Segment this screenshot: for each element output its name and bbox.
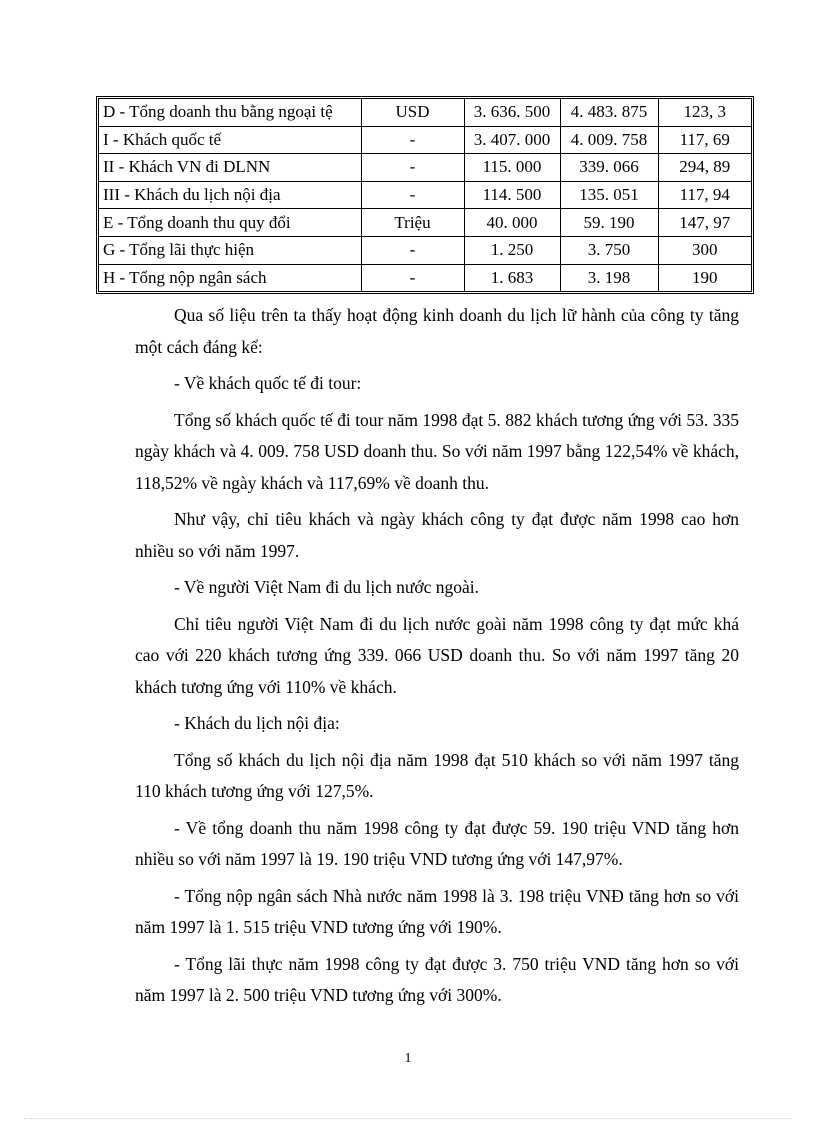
table-cell-indicator: G - Tổng lãi thực hiện [99,236,361,264]
table-row [99,154,751,182]
table-row [99,126,751,154]
paragraph-summary: Qua số liệu trên ta thấy hoạt động kinh doanh du lịch lữ hành của công ty tăng một cách đáng kể: [135,305,739,357]
table-cell-1997: 40. 000 [464,209,560,237]
table-cell-1997: 114. 500 [464,181,560,209]
paragraph-guest-days: Như vậy, chỉ tiêu khách và ngày khách công ty đạt được năm 1998 cao hơn nhiều so với năm 1997. [135,509,739,561]
table-cell-1998: 59. 190 [560,209,658,237]
table-cell-1997: 3. 636. 500 [464,99,560,126]
table-cell-indicator: II - Khách VN đi DLNN [99,154,361,182]
table-cell-1998: 4. 483. 875 [560,99,658,126]
table-cell-indicator: E - Tổng doanh thu quy đổi [99,209,361,237]
table-row [99,99,751,126]
statistics-table [96,96,754,294]
table-cell-1998: 3. 198 [560,264,658,291]
paragraph-budget-payment: - Tổng nộp ngân sách Nhà nước năm 1998 là 3. 198 triệu VNĐ tăng hơn so với năm 1997 là 1. 515 triệu VND tương ứng với 190%. [135,885,739,937]
table-cell-indicator: III - Khách du lịch nội địa [99,181,361,209]
table-cell-1998: 135. 051 [560,181,658,209]
table-cell-indicator: I - Khách quốc tế [99,126,361,154]
paragraph-outbound-travel: Chỉ tiêu người Việt Nam đi du lịch nước goài năm 1998 công ty đạt mức khá cao với 220 khách tương ứng 339. 066 USD doanh thu. So với năm 1997 tăng 20 khách tương ứng với 110% về khách. [135,613,739,697]
table-row [99,209,751,237]
table-cell-ratio: 190 [658,264,751,291]
table-row [99,264,751,291]
table-cell-indicator: H - Tổng nộp ngân sách [99,264,361,291]
table-row [99,236,751,264]
table-row [99,181,751,209]
table-cell-1997: 3. 407. 000 [464,126,560,154]
table-cell-ratio: 147, 97 [658,209,751,237]
statistics-table-grid [99,99,751,291]
table-cell-1998: 3. 750 [560,236,658,264]
table-cell-unit: - [361,236,464,264]
table-cell-1997: 115. 000 [464,154,560,182]
heading-domestic-guests: - Khách du lịch nội địa: [174,713,340,733]
table-cell-ratio: 117, 69 [658,126,751,154]
table-cell-unit: USD [361,99,464,126]
heading-international-guests: - Về khách quốc tế đi tour: [174,373,362,393]
table-cell-ratio: 300 [658,236,751,264]
heading-outbound-travel: - Về người Việt Nam đi du lịch nước ngoài. [174,577,480,597]
body-text [135,300,739,1017]
table-cell-ratio: 123, 3 [658,99,751,126]
table-cell-1998: 339. 066 [560,154,658,182]
table-cell-ratio: 294, 89 [658,154,751,182]
table-cell-indicator: D - Tổng doanh thu bằng ngoại tệ [99,99,361,126]
paragraph-total-revenue: - Về tổng doanh thu năm 1998 công ty đạt được 59. 190 triệu VND tăng hơn nhiều so với năm 1997 là 19. 190 triệu VND tương ứng với 147,97%. [135,817,739,869]
paragraph-domestic-guests: Tổng số khách du lịch nội địa năm 1998 đạt 510 khách so với năm 1997 tăng 110 khách tương ứng với 127,5%. [135,749,739,801]
table-cell-1998: 4. 009. 758 [560,126,658,154]
table-cell-1997: 1. 250 [464,236,560,264]
table-cell-1997: 1. 683 [464,264,560,291]
table-cell-unit: Triệu [361,209,464,237]
paragraph-total-profit: - Tổng lãi thực năm 1998 công ty đạt được 3. 750 triệu VND tăng hơn so với năm 1997 là 2. 500 triệu VND tương ứng với 300%. [135,953,739,1005]
table-cell-unit: - [361,181,464,209]
table-cell-unit: - [361,154,464,182]
page-number: 1 [404,1051,412,1066]
table-cell-unit: - [361,126,464,154]
table-cell-unit: - [361,264,464,291]
footer-divider [24,1118,792,1119]
table-cell-ratio: 117, 94 [658,181,751,209]
paragraph-international-guests: Tổng số khách quốc tế đi tour năm 1998 đạt 5. 882 khách tương ứng với 53. 335 ngày khách và 4. 009. 758 USD doanh thu. So với năm 1997 bằng 122,54% về khách, 118,52% về ngày khách và 117,69% về doanh thu. [135,409,739,493]
